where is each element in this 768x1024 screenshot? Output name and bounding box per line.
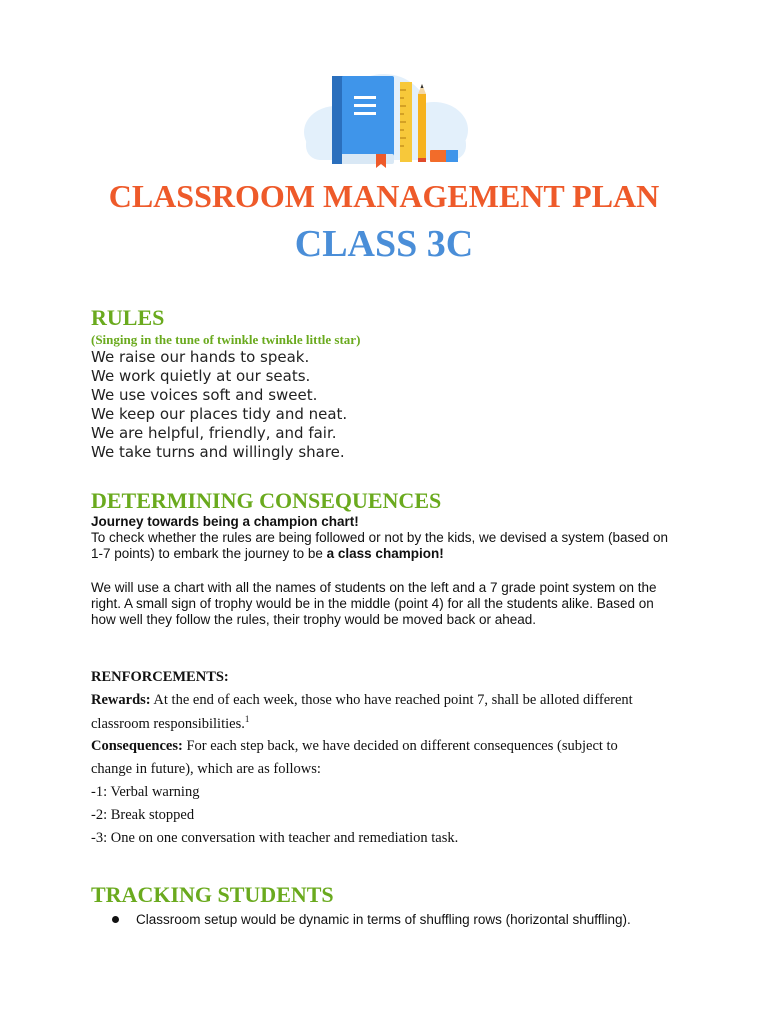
- paragraph-text: To check whether the rules are being followed or not by the kids, we devised a system (based on 1-7 points) to embark the journey to be: [91, 530, 669, 561]
- rule-line: We are helpful, friendly, and fair.: [91, 424, 337, 442]
- consequences-paragraph-2: We will use a chart with all the names of students on the left and a 7 grade point system on the right. A small sign of trophy would be in the middle (point 4) for all the students alike. Based on how well they follow the rules, their trophy would be moved back or ahead.: [91, 580, 657, 627]
- bullet-text: Classroom setup would be dynamic in terms of shuffling rows (horizontal shuffling).: [136, 912, 631, 927]
- chart-title: Journey towards being a champion chart!: [91, 514, 359, 529]
- rules-subtitle: (Singing in the tune of twinkle twinkle little star): [91, 332, 361, 347]
- consequence-item: -2: Break stopped: [91, 807, 195, 823]
- rule-line: We keep our places tidy and neat.: [91, 405, 348, 423]
- consequences-label: Consequences:: [91, 738, 183, 754]
- rewards-line-2: [91, 714, 249, 733]
- rewards-text: At the end of each week, those who have reached point 7, shall be alloted different: [150, 692, 633, 708]
- rule-line: We work quietly at our seats.: [91, 367, 311, 385]
- tracking-heading: TRACKING STUDENTS: [91, 882, 334, 907]
- rule-line: We take turns and willingly share.: [91, 443, 345, 461]
- bullet-icon: [112, 916, 119, 923]
- rule-line: We raise our hands to speak.: [91, 348, 310, 366]
- footnote-marker[interactable]: 1: [244, 714, 250, 724]
- consequence-item: -1: Verbal warning: [91, 784, 200, 800]
- reinforcements-heading: RENFORCEMENTS:: [91, 669, 229, 685]
- consequences-line-1: [91, 738, 618, 755]
- rule-line: We use voices soft and sweet.: [91, 386, 318, 404]
- rewards-text-2: classroom responsibilities.: [91, 715, 245, 732]
- paragraph-bold: a class champion!: [326, 546, 444, 561]
- consequence-item: -3: One on one conversation with teacher and remediation task.: [91, 830, 459, 846]
- rewards-line-1: [91, 692, 633, 709]
- page-title: CLASSROOM MANAGEMENT PLAN: [108, 178, 660, 214]
- rules-heading: RULES: [91, 305, 165, 330]
- consequences-heading: DETERMINING CONSEQUENCES: [91, 488, 442, 513]
- consequences-text: For each step back, we have decided on different consequences (subject to: [182, 738, 618, 754]
- book-ruler-pencil-icon: [296, 70, 472, 170]
- class-name: CLASS 3C: [294, 223, 474, 265]
- rewards-label: Rewards:: [91, 692, 151, 708]
- consequences-paragraph-1: [91, 530, 681, 562]
- bullet-item: [112, 912, 631, 927]
- consequences-line-2: change in future), which are as follows:: [91, 761, 321, 777]
